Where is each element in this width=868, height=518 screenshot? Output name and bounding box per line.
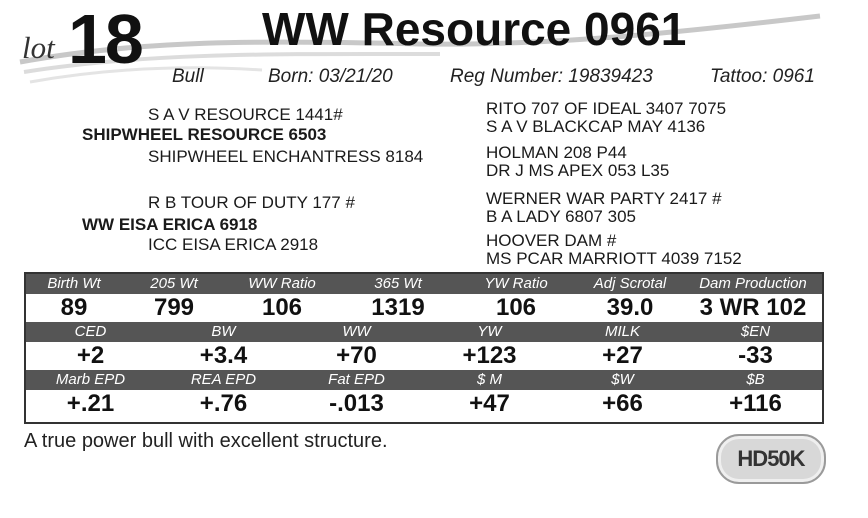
header-cell: BW [211, 323, 236, 340]
header-cell: CED [74, 323, 107, 340]
animal-name: WW Resource 0961 [262, 3, 687, 55]
header-cell: Birth Wt [47, 275, 101, 292]
value-cell: +27 [602, 342, 643, 369]
ss-dam: S A V BLACKCAP MAY 4136 [486, 117, 706, 136]
header-cell: $W [611, 371, 634, 388]
value-cell: 106 [495, 294, 537, 321]
header-cell: Adj Scrotal [593, 275, 667, 292]
header-cell: WW Ratio [248, 275, 316, 292]
ds-sire: WERNER WAR PARTY 2417 # [486, 189, 722, 208]
header-cell: Marb EPD [55, 371, 126, 388]
ss-sire: RITO 707 OF IDEAL 3407 7075 [486, 99, 727, 118]
value-cell: +3.4 [199, 342, 248, 369]
value-cell: +116 [729, 390, 782, 417]
value-cell: 89 [60, 294, 88, 321]
sire-dam: SHIPWHEEL ENCHANTRESS 8184 [148, 147, 424, 166]
value-cell: +47 [469, 390, 510, 417]
table-border [24, 272, 824, 424]
header-cell: 365 Wt [374, 275, 422, 292]
header-cell: YW Ratio [484, 275, 548, 292]
header-cell: REA EPD [190, 371, 257, 388]
sire: SHIPWHEEL RESOURCE 6503 [82, 125, 327, 144]
value-cell: +.21 [66, 390, 115, 417]
value-cell: +66 [602, 390, 643, 417]
tattoo: Tattoo: 0961 [710, 66, 815, 87]
header-cell: Fat EPD [328, 371, 385, 388]
sex-label: Bull [172, 66, 204, 87]
reg-number: Reg Number: 19839423 [450, 66, 653, 87]
header-cell: MILK [604, 323, 640, 340]
dam: WW EISA ERICA 6918 [82, 215, 258, 234]
header-cell: Dam Production [699, 275, 807, 292]
header-cell: $EN [740, 323, 771, 340]
comment-text: A true power bull with excellent structure. [24, 430, 388, 452]
hd50k-badge [716, 434, 826, 484]
lot-number: 18 [68, 0, 142, 78]
hd50k-label: HD50K [737, 446, 805, 471]
value-cell: 106 [261, 294, 303, 321]
dd-sire: HOOVER DAM # [486, 231, 617, 250]
value-cell: -33 [738, 342, 773, 369]
sd-dam: DR J MS APEX 053 L35 [486, 161, 670, 180]
value-cell: 799 [153, 294, 195, 321]
lot-label: lot [22, 30, 55, 65]
dam-sire: R B TOUR OF DUTY 177 # [148, 193, 355, 212]
dam-dam: ICC EISA ERICA 2918 [148, 235, 319, 254]
ds-dam: B A LADY 6807 305 [486, 207, 636, 226]
header-cell: 205 Wt [150, 275, 198, 292]
value-cell: +123 [462, 342, 517, 369]
birth-date: Born: 03/21/20 [268, 66, 393, 87]
header-cell: $B [746, 371, 765, 388]
sire-sire: S A V RESOURCE 1441# [148, 105, 343, 124]
value-cell: -.013 [329, 390, 384, 417]
sd-sire: HOLMAN 208 P44 [486, 143, 627, 162]
header-cell: $ M [476, 371, 502, 388]
value-cell: +70 [336, 342, 377, 369]
value-cell: 39.0 [606, 294, 654, 321]
value-cell: +2 [76, 342, 105, 369]
dd-dam: MS PCAR MARRIOTT 4039 7152 [486, 249, 742, 268]
header-cell: YW [477, 323, 502, 340]
value-cell: 1319 [371, 294, 425, 321]
header-cell: WW [342, 323, 371, 340]
value-cell: +.76 [199, 390, 248, 417]
value-cell: 3 WR 102 [699, 294, 807, 321]
